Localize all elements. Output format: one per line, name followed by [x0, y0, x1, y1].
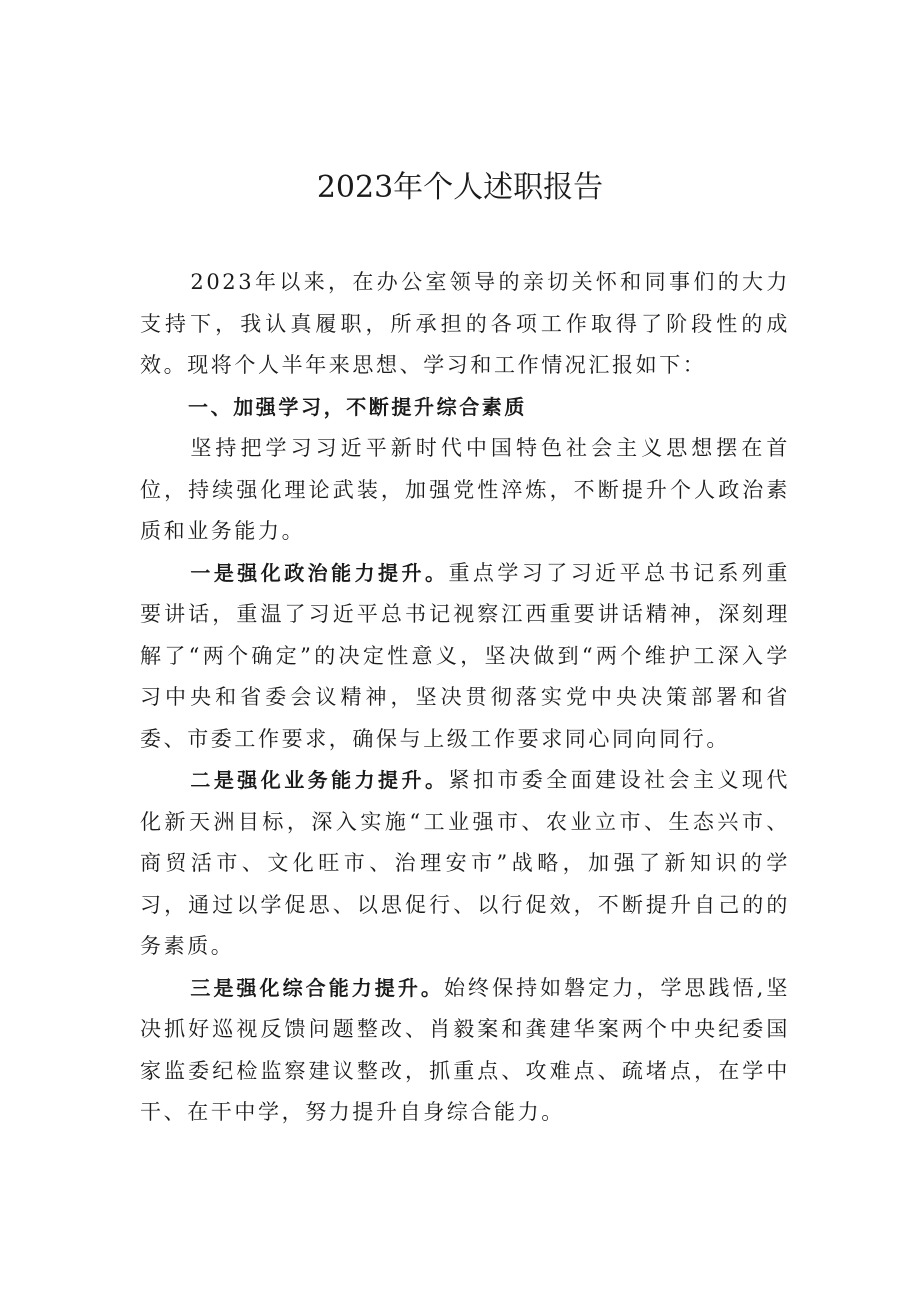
intro-paragraph — [140, 262, 790, 387]
point-paragraph-comprehensive — [140, 968, 790, 1134]
point-text-business: 紧扣市委全面建设社会主义现代化新天洲目标，深入实施“工业强市、农业立市、生态兴市、商贸活市、文化旺市、治理安市”战略，加强了新知识的学习，通过以学促思、以思促行、以行促效，不断提升自己的的务素质。 — [140, 768, 790, 958]
section-intro-text: 坚持把学习习近平新时代中国特色社会主义思想摆在首位，持续强化理论武装，加强党性淬炼，不断提升个人政治素质和业务能力。 — [140, 436, 790, 543]
document-title: 2023年个人述职报告 — [316, 170, 604, 205]
point-text-political: 重点学习了习近平总书记系列重要讲话，重温了习近平总书记视察江西重要讲话精神，深刻理解了“两个确定”的决定性意义，坚决做到“两个维护工深入学习中央和省委会议精神，坚决贯彻落实党中央决策部署和省委、市委工作要求，确保与上级工作要求同心同向同行。 — [140, 560, 790, 751]
point-lead-political: 一是强化政治能力提升。 — [190, 560, 449, 585]
document-body — [140, 262, 790, 1134]
point-text-comprehensive: 始终保持如磐定力，学思践悟,坚决抓好巡视反馈问题整改、肖毅案和龚建华案两个中央纪委国家监委纪检监察建议整改，抓重点、攻难点、疏堵点，在学中干、在干中学，努力提升自身综合能力。 — [140, 975, 790, 1124]
section-heading — [140, 387, 790, 429]
section-intro-paragraph — [140, 428, 790, 553]
section-heading-text: 一、加强学习，不断提升综合素质 — [188, 394, 527, 419]
point-lead-comprehensive: 三是强化综合能力提升。 — [190, 975, 444, 1000]
point-paragraph-business — [140, 760, 790, 968]
point-paragraph-political — [140, 553, 790, 761]
point-lead-business: 二是强化业务能力提升。 — [190, 768, 449, 792]
intro-text: 2023年以来，在办公室领导的亲切关怀和同事们的大力支持下，我认真履职，所承担的各项工作取得了阶段性的成效。现将个人半年来思想、学习和工作情况汇报如下： — [140, 270, 790, 377]
